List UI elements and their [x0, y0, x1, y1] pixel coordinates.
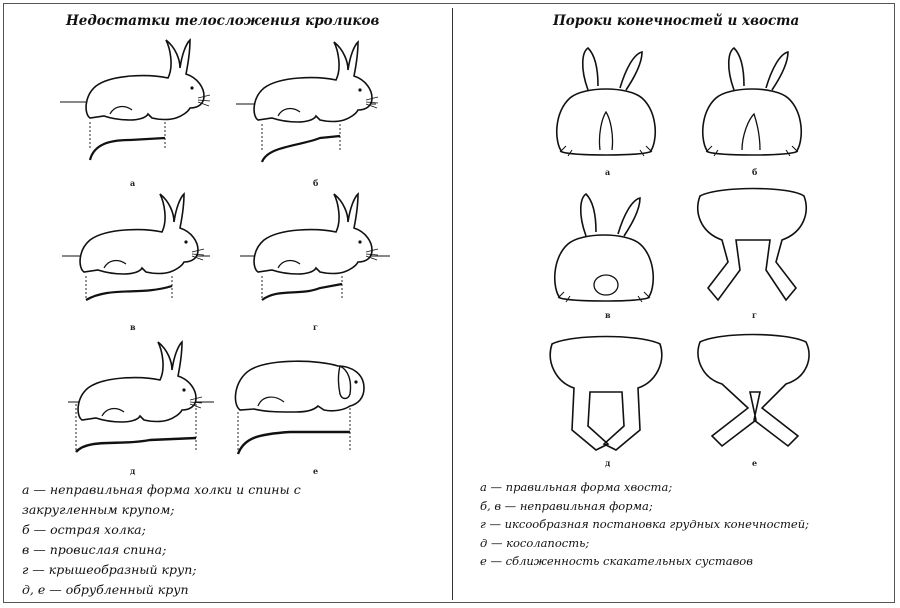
legs-figure-g [698, 189, 806, 301]
left-legend-line: г — крышеобразный круп; [22, 562, 197, 577]
rabbit-figure-b [236, 42, 378, 162]
right-legend-line: г — иксообразная постановка грудных конечностей; [480, 517, 809, 531]
right-fig-label-v: в [605, 310, 611, 320]
rabbit-figure-g [240, 194, 390, 300]
right-legend-line: д — косолапость; [480, 535, 590, 550]
right-legend [480, 478, 809, 571]
rear-figure-b [703, 48, 802, 156]
right-legend-line: б, в — неправильная форма; [480, 498, 653, 513]
right-legend-line: е — сближенность скакательных суставов [480, 554, 753, 568]
left-legend-line: д, е — обрубленный круп [22, 582, 189, 597]
rear-figure-v [555, 194, 654, 302]
left-fig-label-b: б [313, 178, 319, 188]
right-fig-label-a: а [605, 167, 611, 177]
left-fig-label-v: в [130, 322, 136, 332]
left-fig-label-a: а [130, 178, 136, 188]
right-fig-label-e: е [752, 458, 758, 468]
right-panel-title: Пороки конечностей и хвоста [553, 13, 800, 29]
left-legend-line: а — неправильная форма холки и спины с [22, 482, 301, 497]
right-fig-label-b: б [752, 167, 758, 177]
legs-figure-d [550, 337, 661, 451]
left-panel-title: Недостатки телосложения кроликов [66, 13, 380, 29]
left-legend-line: б — острая холка; [22, 522, 146, 537]
right-fig-label-g: г [752, 310, 757, 320]
right-legend-line: а — правильная форма хвоста; [480, 480, 673, 494]
rabbit-figure-d [68, 342, 214, 452]
left-fig-label-d: д [130, 466, 136, 476]
left-fig-label-e: е [313, 466, 319, 476]
left-legend [22, 480, 301, 600]
rear-figure-a [557, 48, 656, 156]
left-legend-line: в — провислая спина; [22, 542, 167, 557]
right-fig-label-d: д [605, 458, 611, 468]
rabbit-figure-a [60, 40, 210, 160]
legs-figure-e [698, 335, 809, 447]
rabbit-figure-e [235, 361, 364, 454]
left-legend-line: закругленным крупом; [22, 502, 175, 517]
rabbit-figure-v [62, 194, 210, 300]
left-fig-label-g: г [313, 322, 318, 332]
